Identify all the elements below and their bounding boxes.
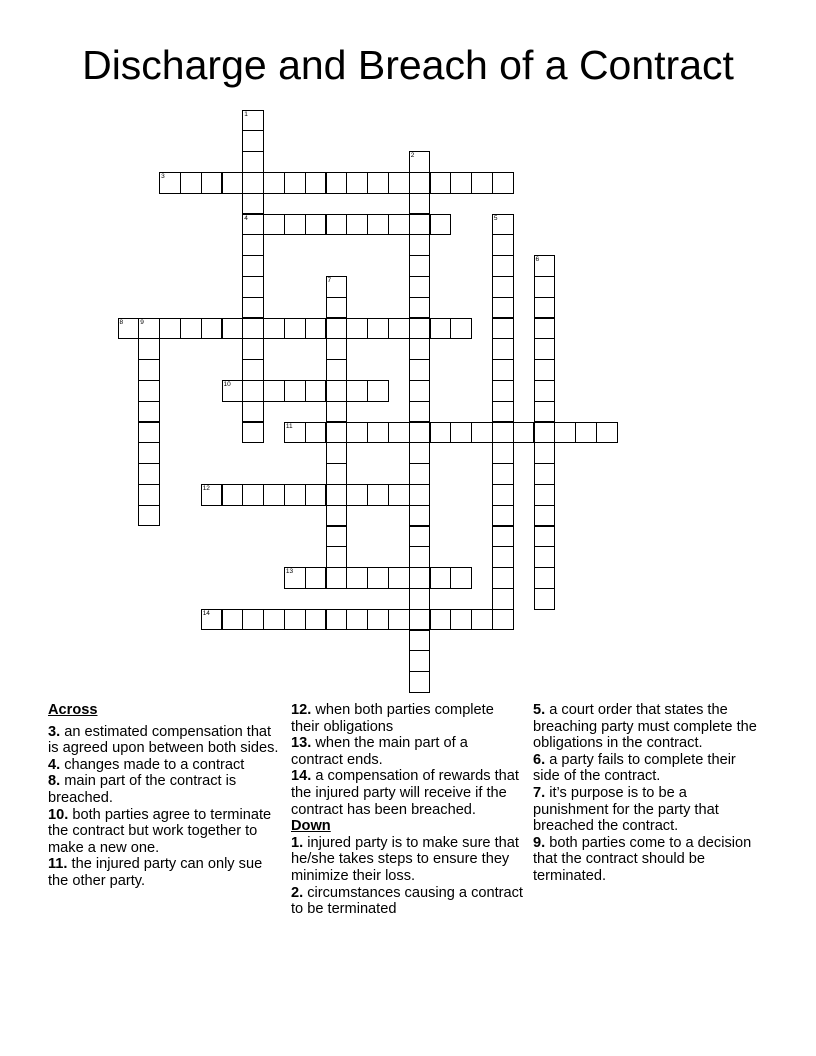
grid-cell[interactable] [450, 318, 472, 340]
clue-text: both parties come to a decision that the contract should be terminated. [533, 834, 752, 884]
grid-cell[interactable] [180, 318, 202, 340]
clue-section-heading: Down [291, 818, 331, 835]
clue-item[interactable] [48, 724, 280, 757]
grid-cell[interactable] [326, 484, 348, 506]
clue-number-label: 11 [285, 422, 293, 430]
grid-cell[interactable] [430, 567, 452, 589]
grid-cell[interactable] [242, 609, 264, 631]
grid-cell[interactable] [388, 567, 410, 589]
grid-cell[interactable] [326, 297, 348, 319]
clue-number-label: 4 [244, 214, 248, 222]
grid-cell[interactable] [242, 110, 264, 132]
grid-cell[interactable] [534, 401, 556, 423]
grid-cell[interactable] [138, 359, 160, 381]
clue-item[interactable] [291, 768, 523, 818]
grid-cell[interactable] [346, 609, 368, 631]
grid-cell[interactable] [534, 484, 556, 506]
grid-cell[interactable] [284, 172, 306, 194]
grid-cell[interactable] [409, 546, 431, 568]
grid-cell[interactable] [305, 318, 327, 340]
clue-number-label: 14 [202, 609, 210, 617]
grid-cell[interactable] [409, 151, 431, 173]
grid-cell[interactable] [388, 172, 410, 194]
clue-text: a court order that states the breaching party must complete the obligations in the contract. [533, 702, 757, 752]
grid-cell[interactable] [554, 422, 576, 444]
clue-text: when the main part of a contract ends. [291, 735, 468, 768]
clue-item[interactable] [291, 835, 523, 885]
grid-cell[interactable] [222, 380, 244, 402]
grid-cell[interactable] [305, 380, 327, 402]
grid-cell[interactable] [367, 609, 389, 631]
clue-item[interactable] [48, 757, 280, 774]
grid-cell[interactable] [222, 484, 244, 506]
clue-number: 5. [533, 702, 546, 718]
clue-number: 2. [291, 884, 304, 901]
grid-cell[interactable] [242, 380, 264, 402]
grid-cell[interactable] [492, 338, 514, 360]
clue-text: circumstances causing a contract to be terminated [291, 884, 523, 918]
clue-column-1 [48, 702, 280, 890]
clue-number-label: 8 [119, 318, 124, 326]
grid-cell[interactable] [326, 463, 348, 485]
grid-cell[interactable] [471, 172, 493, 194]
grid-cell[interactable] [326, 442, 348, 464]
grid-cell[interactable] [534, 276, 556, 298]
clue-text: changes made to a contract [64, 756, 245, 773]
grid-cell[interactable] [138, 318, 160, 340]
grid-cell[interactable] [492, 318, 514, 340]
grid-cell[interactable] [263, 318, 285, 340]
grid-cell[interactable] [492, 588, 514, 610]
grid-cell[interactable] [430, 609, 452, 631]
grid-cell[interactable] [263, 380, 285, 402]
grid-cell[interactable] [263, 172, 285, 194]
grid-cell[interactable] [534, 380, 556, 402]
grid-cell[interactable] [388, 609, 410, 631]
clue-number: 7. [533, 784, 546, 801]
grid-cell[interactable] [242, 214, 264, 236]
grid-cell[interactable] [159, 172, 181, 194]
grid-cell[interactable] [492, 214, 514, 236]
grid-cell[interactable] [409, 567, 431, 589]
grid-cell[interactable] [409, 297, 431, 319]
grid-cell[interactable] [263, 214, 285, 236]
grid-cell[interactable] [201, 609, 223, 631]
grid-cell[interactable] [492, 422, 514, 444]
clue-column-2 [291, 702, 523, 918]
grid-cell[interactable] [492, 276, 514, 298]
grid-cell[interactable] [492, 526, 514, 548]
grid-cell[interactable] [534, 338, 556, 360]
grid-cell[interactable] [430, 214, 452, 236]
grid-cell[interactable] [450, 422, 472, 444]
grid-cell[interactable] [326, 276, 348, 298]
clue-text: injured party is to make sure that he/she takes steps to ensure they minimize their loss. [291, 834, 519, 884]
clue-number-label: 5 [493, 214, 498, 222]
grid-cell[interactable] [326, 380, 348, 402]
grid-cell[interactable] [409, 276, 431, 298]
grid-cell[interactable] [534, 505, 556, 527]
grid-cell[interactable] [534, 255, 556, 277]
clue-item[interactable] [291, 735, 523, 768]
grid-cell[interactable] [242, 401, 264, 423]
clue-text: an estimated compensation that is agreed upon between both sides. [48, 723, 279, 757]
clue-number: 6. [533, 751, 546, 768]
grid-cell[interactable] [534, 567, 556, 589]
grid-cell[interactable] [242, 255, 264, 277]
grid-cell[interactable] [284, 380, 306, 402]
grid-cell[interactable] [409, 318, 431, 340]
grid-cell[interactable] [326, 318, 348, 340]
grid-cell[interactable] [409, 422, 431, 444]
grid-cell[interactable] [242, 151, 264, 173]
grid-cell[interactable] [242, 234, 264, 256]
clue-column-3 [533, 702, 765, 885]
grid-cell[interactable] [326, 546, 348, 568]
grid-cell[interactable] [513, 422, 535, 444]
grid-cell[interactable] [346, 172, 368, 194]
clue-item[interactable] [533, 752, 765, 785]
grid-cell[interactable] [346, 567, 368, 589]
grid-cell[interactable] [388, 422, 410, 444]
clue-item[interactable] [48, 807, 280, 857]
grid-cell[interactable] [263, 609, 285, 631]
clue-item[interactable] [291, 702, 523, 735]
clue-item[interactable] [533, 785, 765, 835]
clue-item[interactable] [533, 702, 765, 752]
grid-cell[interactable] [326, 401, 348, 423]
clue-text: when both parties complete their obligations [291, 702, 494, 735]
grid-cell[interactable] [409, 484, 431, 506]
grid-cell[interactable] [305, 214, 327, 236]
clue-number: 14. [291, 768, 312, 785]
grid-cell[interactable] [450, 567, 472, 589]
clue-number-label: 10 [223, 380, 231, 388]
grid-cell[interactable] [326, 214, 348, 236]
grid-cell[interactable] [284, 214, 306, 236]
grid-cell[interactable] [409, 338, 431, 360]
grid-cell[interactable] [534, 588, 556, 610]
grid-cell[interactable] [138, 463, 160, 485]
grid-cell[interactable] [534, 546, 556, 568]
grid-cell[interactable] [534, 318, 556, 340]
clue-number-label: 7 [327, 276, 332, 284]
clue-text: a compensation of rewards that the injured party will receive if the contract has been breached. [291, 768, 519, 818]
grid-cell[interactable] [471, 422, 493, 444]
grid-cell[interactable] [201, 318, 223, 340]
grid-cell[interactable] [326, 526, 348, 548]
clue-text: a party fails to complete their side of the contract. [533, 751, 736, 785]
grid-cell[interactable] [596, 422, 618, 444]
clue-number: 13. [291, 735, 312, 752]
grid-cell[interactable] [430, 172, 452, 194]
grid-cell[interactable] [409, 630, 431, 652]
clue-number-label: 3 [161, 172, 165, 180]
grid-cell[interactable] [450, 172, 472, 194]
grid-cell[interactable] [492, 380, 514, 402]
grid-cell[interactable] [534, 422, 556, 444]
clue-item[interactable] [48, 856, 280, 889]
grid-cell[interactable] [575, 422, 597, 444]
grid-cell[interactable] [284, 318, 306, 340]
clue-number: 11. [48, 856, 68, 873]
grid-cell[interactable] [138, 380, 160, 402]
grid-cell[interactable] [409, 193, 431, 215]
grid-cell[interactable] [492, 505, 514, 527]
grid-cell[interactable] [326, 567, 348, 589]
grid-cell[interactable] [409, 234, 431, 256]
clue-text: it’s purpose is to be a punishment for the party that breached the contract. [533, 784, 719, 835]
grid-cell[interactable] [409, 671, 431, 693]
grid-cell[interactable] [201, 172, 223, 194]
grid-cell[interactable] [284, 609, 306, 631]
grid-cell[interactable] [180, 172, 202, 194]
grid-cell[interactable] [492, 359, 514, 381]
grid-cell[interactable] [222, 172, 244, 194]
clue-number-label: 2 [410, 152, 415, 160]
grid-cell[interactable] [492, 234, 514, 256]
grid-cell[interactable] [409, 526, 431, 548]
grid-cell[interactable] [409, 609, 431, 631]
grid-cell[interactable] [326, 609, 348, 631]
grid-cell[interactable] [534, 442, 556, 464]
grid-cell[interactable] [367, 172, 389, 194]
grid-cell[interactable] [326, 338, 348, 360]
grid-cell[interactable] [409, 380, 431, 402]
clue-item[interactable] [48, 773, 280, 806]
clue-number: 1. [291, 834, 304, 851]
grid-cell[interactable] [409, 650, 431, 672]
grid-cell[interactable] [409, 505, 431, 527]
grid-cell[interactable] [409, 463, 431, 485]
grid-cell[interactable] [409, 588, 431, 610]
grid-cell[interactable] [388, 318, 410, 340]
grid-cell[interactable] [138, 422, 160, 444]
grid-cell[interactable] [138, 505, 160, 527]
clue-number: 4. [48, 756, 61, 773]
grid-cell[interactable] [409, 442, 431, 464]
grid-cell[interactable] [534, 359, 556, 381]
grid-cell[interactable] [471, 609, 493, 631]
grid-cell[interactable] [242, 484, 264, 506]
grid-cell[interactable] [305, 609, 327, 631]
grid-cell[interactable] [450, 609, 472, 631]
grid-cell[interactable] [346, 422, 368, 444]
grid-cell[interactable] [242, 297, 264, 319]
clue-number: 9. [533, 834, 546, 851]
grid-cell[interactable] [492, 401, 514, 423]
grid-cell[interactable] [534, 463, 556, 485]
grid-cell[interactable] [118, 318, 140, 340]
grid-cell[interactable] [367, 422, 389, 444]
clue-section-heading: Across [48, 702, 98, 718]
clue-number-label: 1 [244, 110, 248, 118]
grid-cell[interactable] [367, 318, 389, 340]
grid-cell[interactable] [492, 442, 514, 464]
clue-number-label: 12 [202, 484, 210, 492]
grid-cell[interactable] [305, 422, 327, 444]
grid-cell[interactable] [409, 359, 431, 381]
clue-text: main part of the contract is breached. [48, 773, 237, 806]
clue-item[interactable] [291, 885, 523, 918]
grid-cell[interactable] [346, 484, 368, 506]
puzzle-title: Discharge and Breach of a Contract [82, 42, 734, 88]
grid-cell[interactable] [326, 359, 348, 381]
grid-cell[interactable] [534, 297, 556, 319]
grid-cell[interactable] [242, 422, 264, 444]
grid-cell[interactable] [326, 422, 348, 444]
grid-cell[interactable] [346, 214, 368, 236]
grid-cell[interactable] [492, 297, 514, 319]
grid-cell[interactable] [138, 401, 160, 423]
grid-cell[interactable] [346, 318, 368, 340]
clue-item[interactable] [533, 835, 765, 885]
grid-cell[interactable] [222, 609, 244, 631]
clue-number: 12. [291, 702, 312, 718]
grid-cell[interactable] [492, 567, 514, 589]
grid-cell[interactable] [492, 255, 514, 277]
grid-cell[interactable] [367, 380, 389, 402]
grid-cell[interactable] [242, 359, 264, 381]
clue-text: the injured party can only sue the other party. [48, 856, 263, 889]
grid-cell[interactable] [201, 484, 223, 506]
grid-cell[interactable] [242, 172, 264, 194]
grid-cell[interactable] [388, 214, 410, 236]
clue-number-label: 6 [535, 256, 540, 264]
grid-cell[interactable] [409, 401, 431, 423]
grid-cell[interactable] [492, 484, 514, 506]
grid-cell[interactable] [367, 484, 389, 506]
grid-cell[interactable] [284, 484, 306, 506]
grid-cell[interactable] [430, 318, 452, 340]
grid-cell[interactable] [138, 338, 160, 360]
grid-cell[interactable] [492, 463, 514, 485]
grid-cell[interactable] [534, 526, 556, 548]
grid-cell[interactable] [305, 484, 327, 506]
grid-cell[interactable] [284, 567, 306, 589]
grid-cell[interactable] [242, 130, 264, 152]
grid-cell[interactable] [138, 442, 160, 464]
grid-cell[interactable] [242, 338, 264, 360]
grid-cell[interactable] [242, 276, 264, 298]
grid-cell[interactable] [492, 172, 514, 194]
grid-cell[interactable] [492, 609, 514, 631]
grid-cell[interactable] [388, 484, 410, 506]
clue-number-label: 13 [285, 568, 294, 576]
clue-text: both parties agree to terminate the contract but work together to make a new one. [48, 806, 272, 856]
grid-cell[interactable] [409, 214, 431, 236]
grid-cell[interactable] [409, 172, 431, 194]
grid-cell[interactable] [492, 546, 514, 568]
grid-cell[interactable] [430, 422, 452, 444]
grid-cell[interactable] [138, 484, 160, 506]
clue-number: 10. [48, 806, 69, 823]
grid-cell[interactable] [242, 193, 264, 215]
grid-cell[interactable] [346, 380, 368, 402]
grid-cell[interactable] [367, 567, 389, 589]
grid-cell[interactable] [326, 505, 348, 527]
grid-cell[interactable] [326, 172, 348, 194]
grid-cell[interactable] [305, 567, 327, 589]
grid-cell[interactable] [305, 172, 327, 194]
grid-cell[interactable] [367, 214, 389, 236]
grid-cell[interactable] [222, 318, 244, 340]
grid-cell[interactable] [284, 422, 306, 444]
grid-cell[interactable] [242, 318, 264, 340]
clue-number-label: 9 [140, 318, 144, 326]
grid-cell[interactable] [263, 484, 285, 506]
clue-number: 8. [48, 773, 61, 790]
grid-cell[interactable] [409, 255, 431, 277]
grid-cell[interactable] [159, 318, 181, 340]
clue-number: 3. [48, 723, 61, 740]
